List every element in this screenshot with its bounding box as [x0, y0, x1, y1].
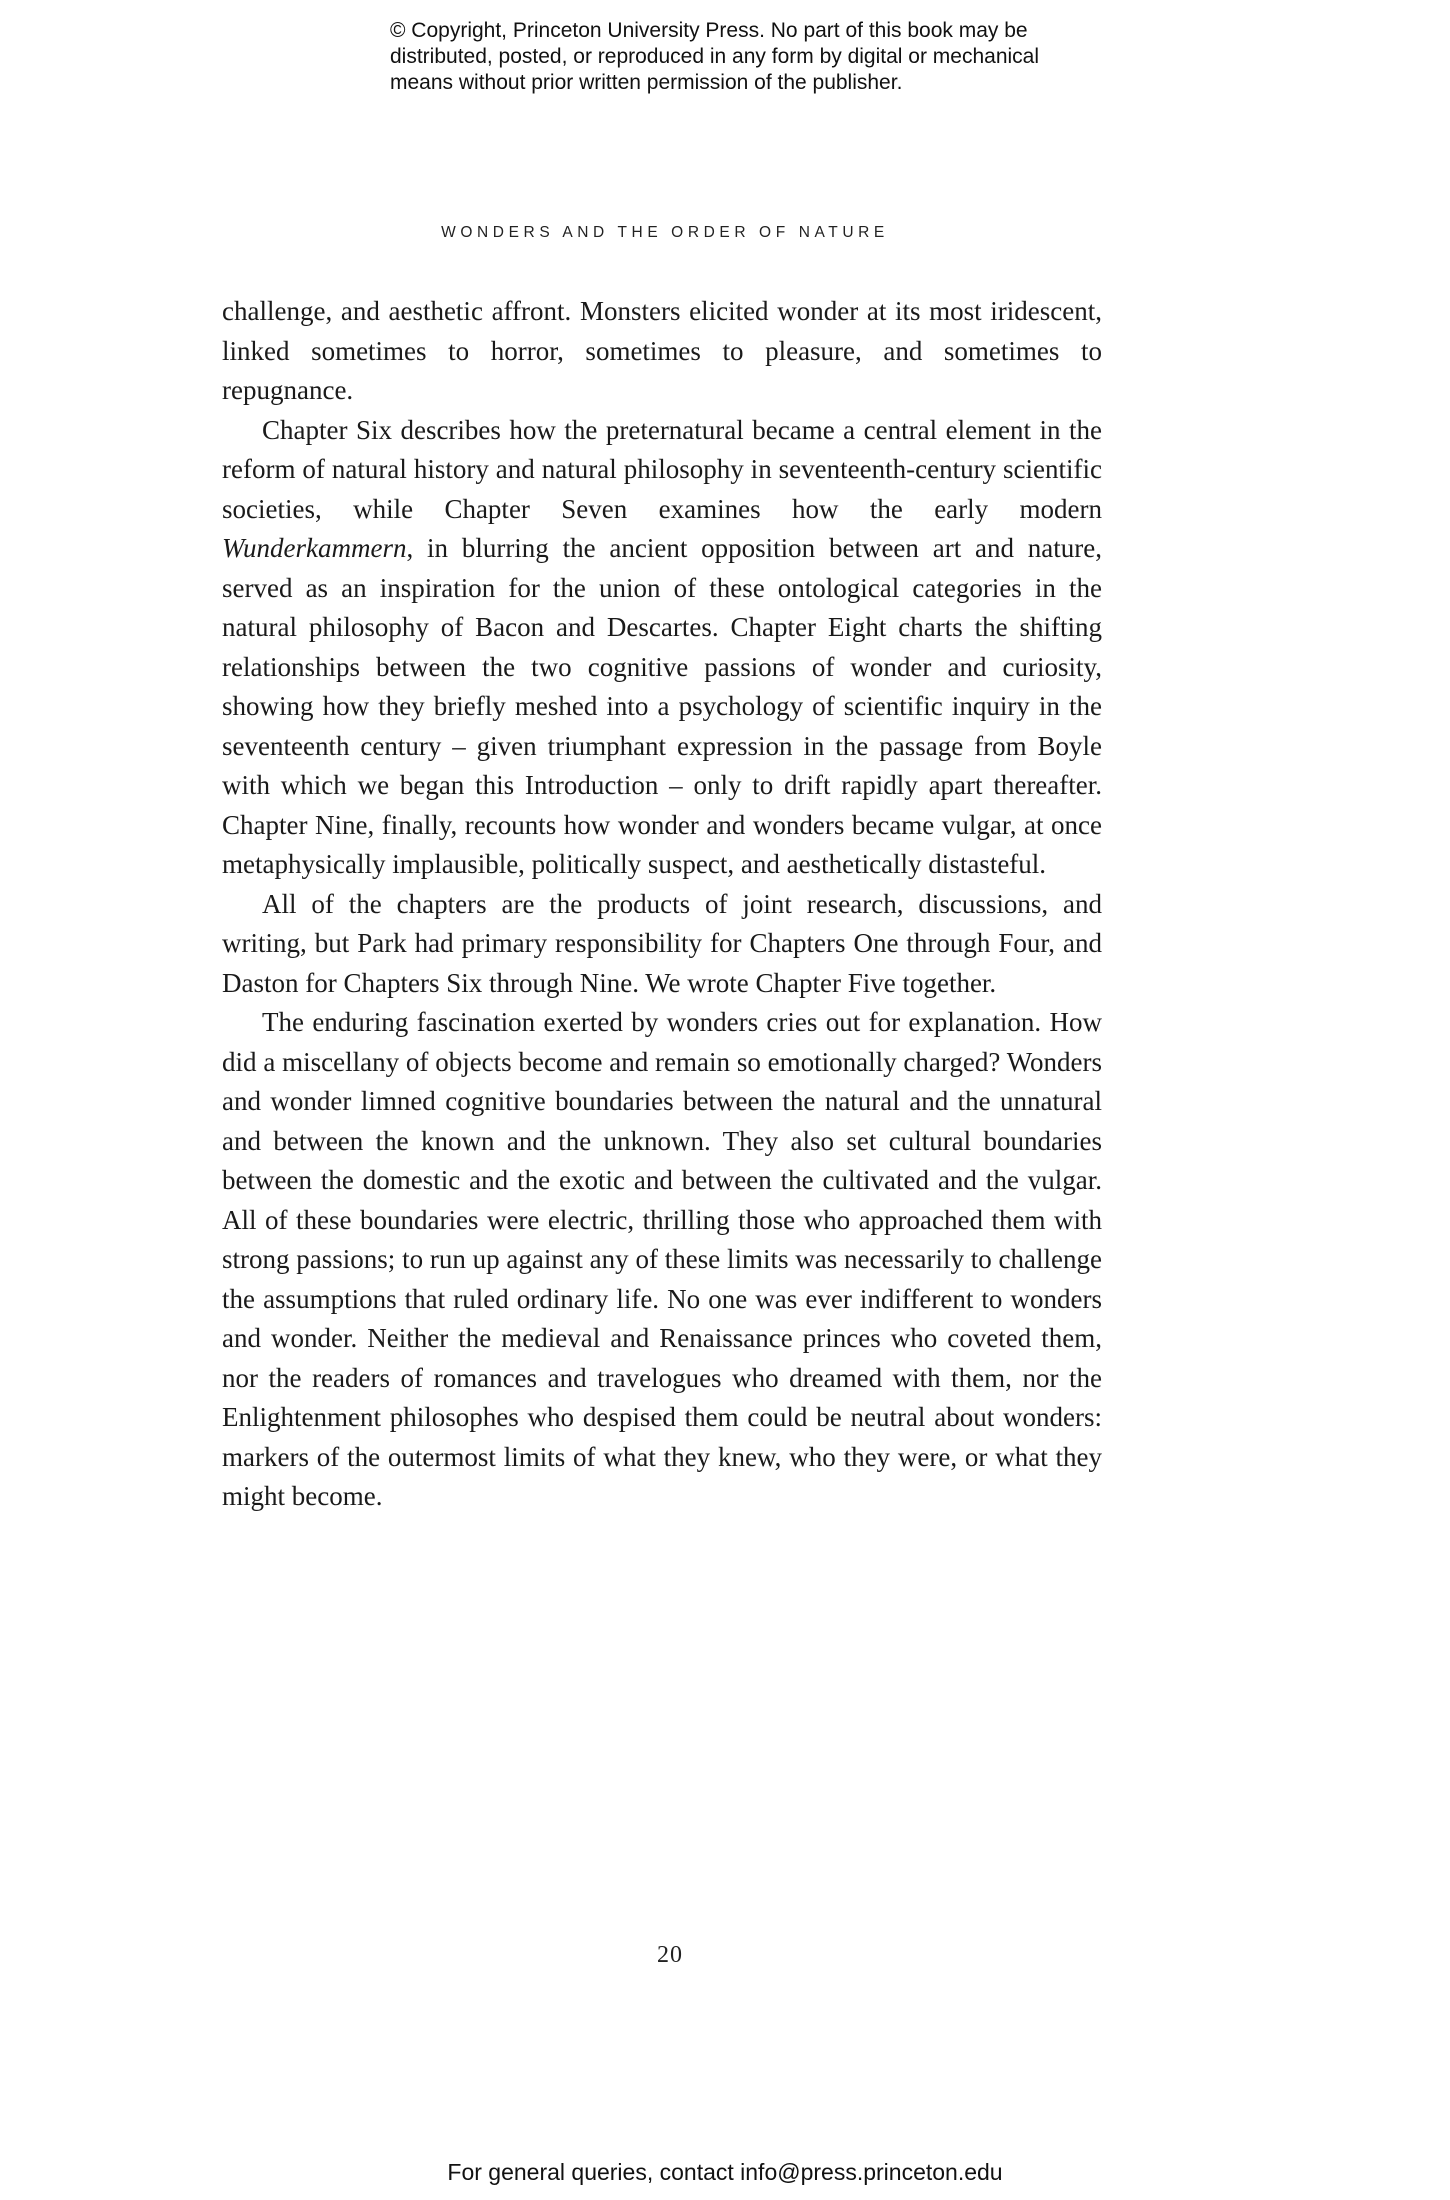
paragraph-1: challenge, and aesthetic affront. Monsters elicited wonder at its most iridescent, linked sometimes to horror, sometimes to pleasure, and sometimes to repugnance.: [222, 296, 1102, 405]
italic-term-wunderkammern: Wunderkammern: [222, 533, 407, 563]
copyright-notice: [390, 18, 1150, 96]
paragraph-2-text-before: Chapter Six describes how the preternatural became a central element in the reform of natural history and natural philosophy in seventeenth-century scientific societies, while Chapter Seven examines how the early modern: [222, 414, 1102, 524]
paragraph-2: [222, 411, 1102, 885]
running-head: WONDERS AND THE ORDER OF NATURE: [441, 224, 889, 241]
paragraph-3: All of the chapters are the products of joint research, discussions, and writing, but Park had primary responsibility for Chapters One through Four, and Daston for Chapters Six through Nine. We wrote Chapter Five together.: [222, 888, 1102, 998]
page-number: 20: [657, 1942, 683, 1968]
body-text: [222, 292, 1102, 1517]
copyright-line-1: © Copyright, Princeton University Press. No part of this book may be: [390, 19, 1028, 42]
footer-contact: For general queries, contact info@press.princeton.edu: [447, 2159, 1003, 2185]
copyright-line-3: means without prior written permission of the publisher.: [390, 71, 903, 94]
copyright-line-2: distributed, posted, or reproduced in any form by digital or mechanical: [390, 45, 1040, 68]
paragraph-2-text-after: , in blurring the ancient opposition between art and nature, served as an inspiration for the union of these ontological categories in the natural philosophy of Bacon and Descartes. Chapter Eight charts the shifting relationships between the two cognitive passions of wonder and curiosity, showing how they briefly meshed into a psychology of scientific inquiry in the seventeenth century – given triumphant expression in the passage from Boyle with which we began this Introduction – only to drift rapidly apart thereafter. Chapter Nine, finally, recounts how wonder and wonders became vulgar, at once metaphysically implausible, politically suspect, and aesthetically distasteful.: [222, 533, 1102, 879]
paragraph-4: The enduring fascination exerted by wonders cries out for explanation. How did a miscellany of objects become and remain so emotionally charged? Wonders and wonder limned cognitive boundaries between the natural and the unnatural and between the known and the unknown. They also set cultural boundaries between the domestic and the exotic and between the cultivated and the vulgar. All of these boundaries were electric, thrilling those who approached them with strong passions; to run up against any of these limits was necessarily to challenge the assumptions that ruled ordinary life. No one was ever indifferent to wonders and wonder. Neither the medieval and Renaissance princes who coveted them, nor the readers of romances and travelogues who dreamed with them, nor the Enlightenment philosophes who despised them could be neutral about wonders: markers of the outermost limits of what they knew, who they were, or what they might become.: [222, 1007, 1102, 1511]
